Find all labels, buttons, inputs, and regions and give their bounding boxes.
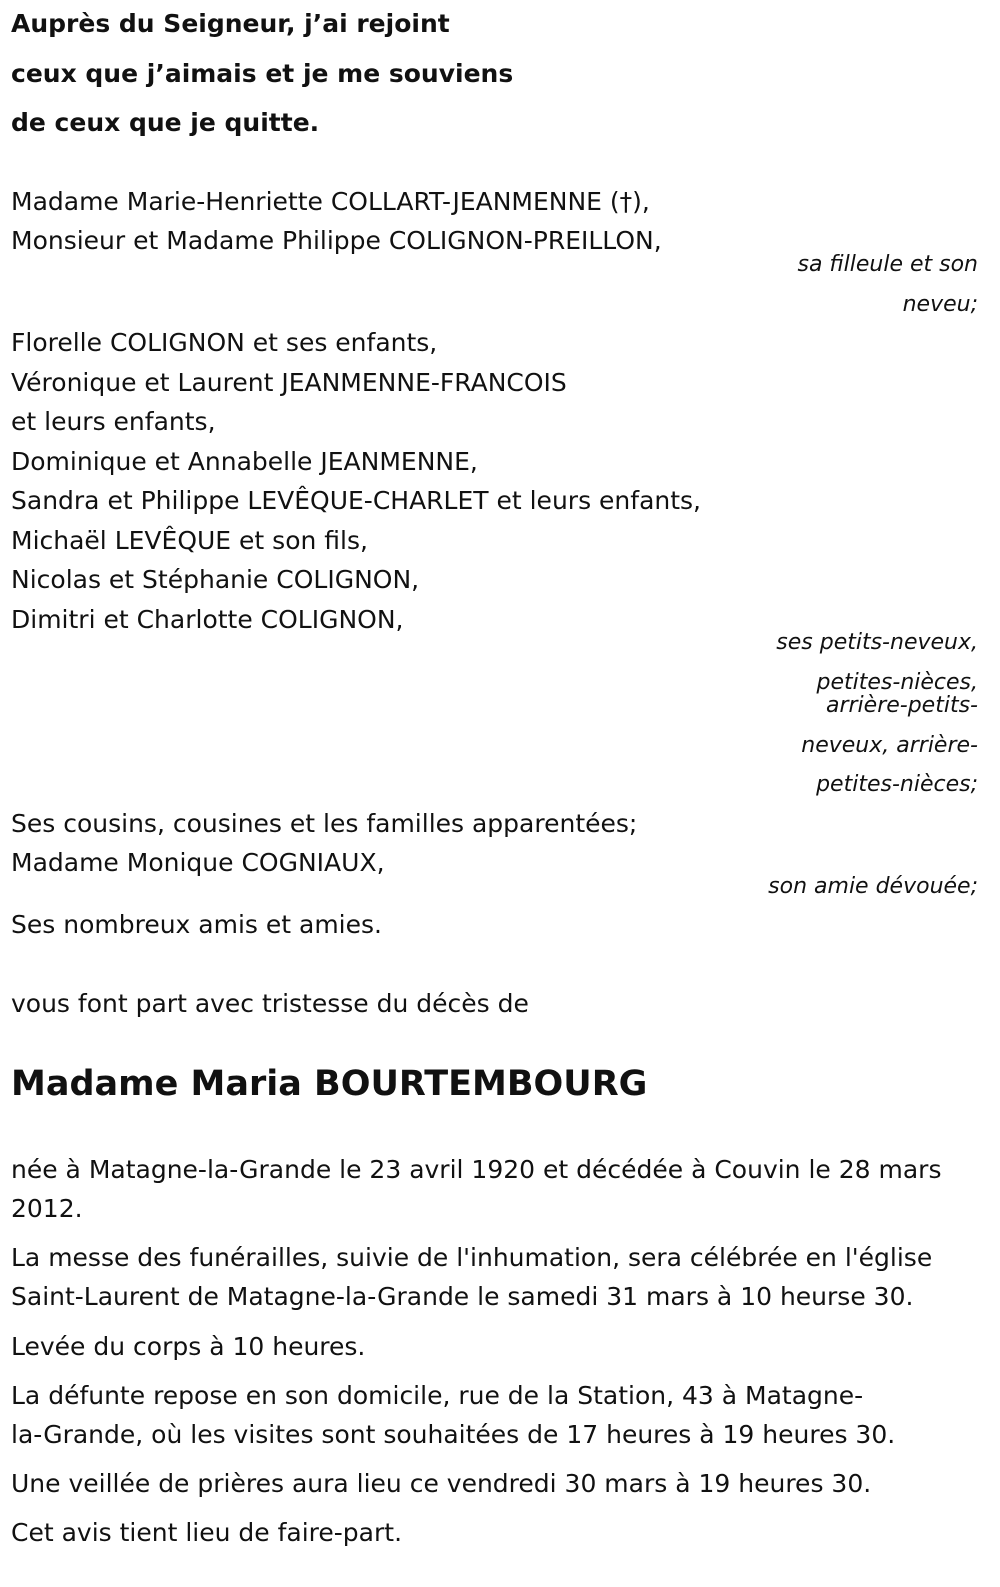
detail-line: La messe des funérailles, suivie de l'inhumation, sera célébrée en l'église (11, 1243, 933, 1272)
detail-line: Saint-Laurent de Matagne-la-Grande le samedi 31 mars à 10 heurse 30. (11, 1282, 914, 1311)
family-line: Madame Monique COGNIAUX, (11, 848, 385, 877)
family-line: Sandra et Philippe LEVÊQUE-CHARLET et leurs enfants, (11, 486, 702, 515)
family-line: et leurs enfants, (11, 407, 216, 436)
detail-line: Cet avis tient lieu de faire-part. (11, 1518, 403, 1547)
detail-line: 2012. (11, 1194, 83, 1223)
family-line: Véronique et Laurent JEANMENNE-FRANCOIS (11, 368, 567, 397)
family-line: Dimitri et Charlotte COLIGNON, (11, 605, 404, 634)
family-line: Dominique et Annabelle JEANMENNE, (11, 447, 478, 476)
family-line: Michaël LEVÊQUE et son fils, (11, 526, 368, 555)
detail-line: La défunte repose en son domicile, rue de la Station, 43 à Matagne- (11, 1381, 864, 1410)
detail-line: Une veillée de prières aura lieu ce vendredi 30 mars à 19 heures 30. (11, 1469, 872, 1498)
family-line: Nicolas et Stéphanie COLIGNON, (11, 565, 420, 594)
relation-text: sa filleule et son (797, 252, 978, 277)
relation-text: neveux, arrière- (801, 733, 978, 758)
deceased-name: Madame Maria BOURTEMBOURG (11, 1064, 648, 1104)
quote-line: ceux que j’aimais et je me souviens (11, 59, 514, 88)
announcement-text: vous font part avec tristesse du décès de (11, 989, 529, 1018)
family-line: Florelle COLIGNON et ses enfants, (11, 328, 438, 357)
detail-line: Levée du corps à 10 heures. (11, 1332, 366, 1361)
relation-text: petites-nièces; (816, 772, 978, 797)
relation-text: petites-nièces, (816, 670, 978, 695)
family-line: Madame Marie-Henriette COLLART-JEANMENNE (†), (11, 187, 650, 216)
quote-line: de ceux que je quitte. (11, 108, 320, 137)
relation-text: ses petits-neveux, (776, 630, 978, 655)
relation-text: neveu; (902, 292, 978, 317)
detail-line: née à Matagne-la-Grande le 23 avril 1920 et décédée à Couvin le 28 mars (11, 1155, 942, 1184)
relation-text: son amie dévouée; (768, 874, 978, 899)
friends-line: Ses nombreux amis et amies. (11, 910, 382, 939)
relation-text: arrière-petits- (825, 693, 978, 718)
detail-line: la-Grande, où les visites sont souhaitées de 17 heures à 19 heures 30. (11, 1420, 896, 1449)
family-line: Monsieur et Madame Philippe COLIGNON-PREILLON, (11, 226, 662, 255)
family-line: Ses cousins, cousines et les familles apparentées; (11, 809, 638, 838)
quote-line: Auprès du Seigneur, j’ai rejoint (11, 9, 450, 38)
